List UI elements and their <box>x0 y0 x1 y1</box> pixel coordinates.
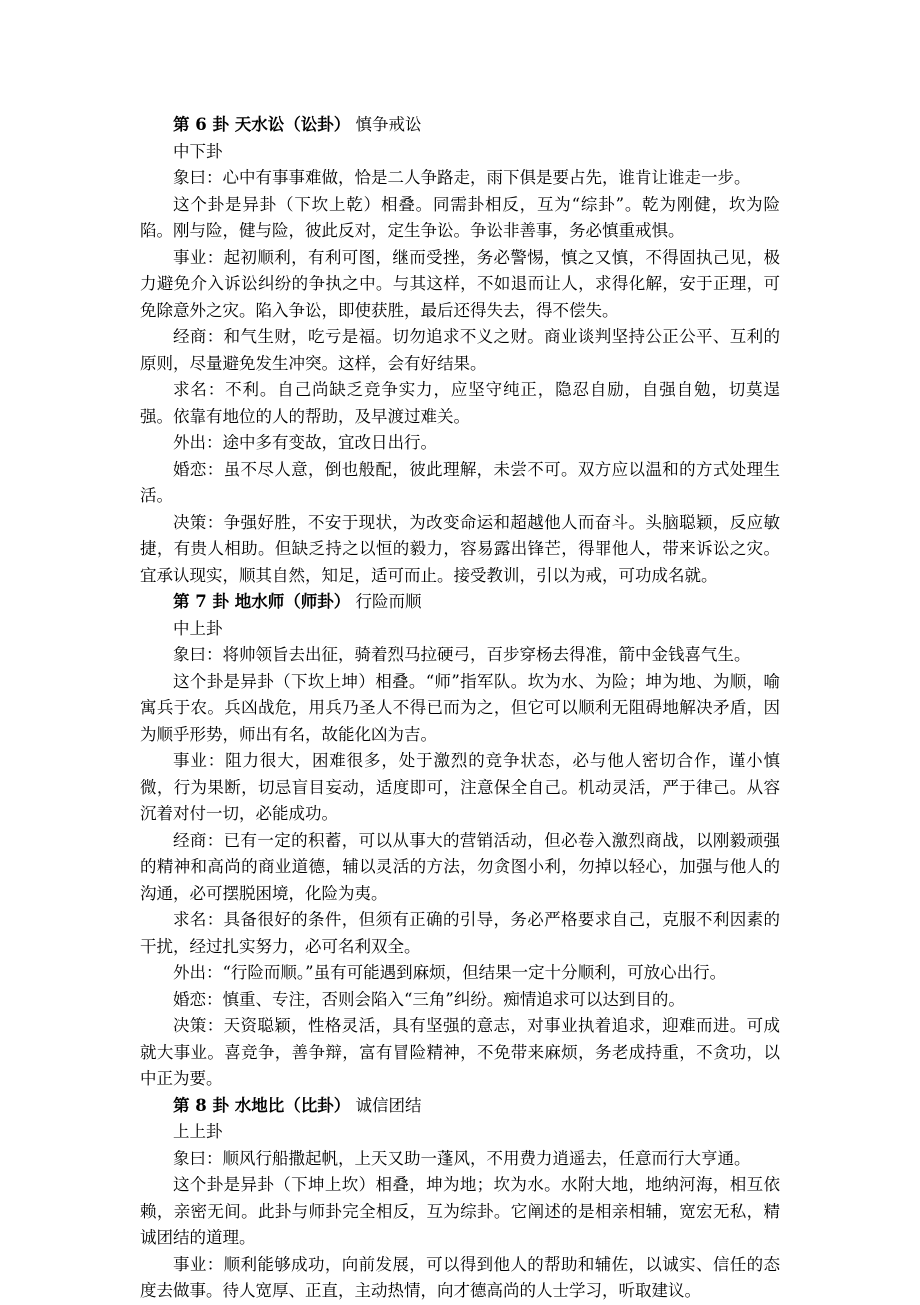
paragraph-explanation: 这个卦是异卦（下坎上坤）相叠。“师”指军队。坎为水、为险；坤为地、为顺，喻寓兵于农。兵凶战危，用兵乃圣人不得已而为之，但它可以顺利无阻碍地解决矛盾，因为顺乎形势，师出有名，故能化凶为吉。 <box>140 671 780 744</box>
hexagram-title: 第 6 卦 天水讼（讼卦） <box>173 115 351 134</box>
hexagram-heading <box>140 112 780 139</box>
hexagram-heading <box>140 1093 780 1120</box>
paragraph-business: 经商：已有一定的积蓄，可以从事大的营销活动，但必卷入激烈商战，以刚毅顽强的精神和高尚的商业道德，辅以灵活的方法，勿贪图小利，勿掉以轻心，加强与他人的沟通，必可摆脱困境，化险为夷。 <box>140 830 780 903</box>
hexagram-section-6 <box>140 112 780 589</box>
hexagram-grade: 上上卦 <box>173 1122 223 1141</box>
hexagram-section-7 <box>140 589 780 1093</box>
paragraph-romance: 婚恋：虽不尽人意，倒也般配，彼此理解，未尝不可。双方应以温和的方式处理生活。 <box>140 459 780 505</box>
hexagram-title: 第 8 卦 水地比（比卦） <box>173 1095 351 1115</box>
paragraph-career: 事业：顺利能够成功，向前发展，可以得到他人的帮助和辅佐，以诚实、信任的态度去做事。待人宽厚、正直，主动热情，向才德高尚的人士学习，听取建议。 <box>140 1254 780 1300</box>
paragraph-travel: 外出：途中多有变故，宜改日出行。 <box>173 433 437 452</box>
hexagram-title: 第 7 卦 地水师（师卦） <box>173 592 351 611</box>
paragraph-fame: 求名：具备很好的条件，但须有正确的引导，务必严格要求自己，克服不利因素的干扰，经过扎实努力，必可名利双全。 <box>140 910 780 956</box>
paragraph-xiang: 象曰：心中有事事难做，恰是二人争路走，雨下俱是要占先，谁肯让谁走一步。 <box>173 168 751 187</box>
paragraph-career: 事业：起初顺利，有利可图，继而受挫，务必警惕，慎之又慎，不得固执己见，极力避免介入诉讼纠纷的争执之中。与其这样，不如退而让人，求得化解，安于正理，可免除意外之灾。陷入争讼，即使获胜，最后还得失去，得不偿失。 <box>140 247 780 320</box>
paragraph-xiang: 象曰：将帅领旨去出征，骑着烈马拉硬弓，百步穿杨去得准，箭中金钱喜气生。 <box>173 645 751 664</box>
paragraph-travel: 外出：“行险而顺。”虽有可能遇到麻烦，但结果一定十分顺利，可放心出行。 <box>173 963 727 982</box>
paragraph-decision: 决策：天资聪颖，性格灵活，具有坚强的意志，对事业执着追求，迎难而进。可成就大事业。喜竞争，善争辩，富有冒险精神，不免带来麻烦，务老成持重，不贪功，以中正为要。 <box>140 1016 780 1088</box>
paragraph-xiang: 象曰：顺风行船撒起帆，上天又助一蓬风，不用费力逍遥去，任意而行大亨通。 <box>173 1148 751 1168</box>
hexagram-heading <box>140 589 780 616</box>
paragraph-romance: 婚恋：慎重、专注，否则会陷入“三角”纠纷。痴情追求可以达到目的。 <box>173 989 685 1009</box>
paragraph-decision: 决策：争强好胜，不安于现状，为改变命运和超越他人而奋斗。头脑聪颖，反应敏捷，有贵人相助。但缺乏持之以恒的毅力，容易露出锋芒，得罪他人，带来诉讼之灾。宜承认现实，顺其自然，知足，适可而止。接受教训，引以为戒，可功成名就。 <box>140 512 780 585</box>
paragraph-fame: 求名：不利。自己尚缺乏竞争实力，应坚守纯正，隐忍自励，自强自勉，切莫逞强。依靠有地位的人的帮助，及早渡过难关。 <box>140 380 780 426</box>
paragraph-explanation: 这个卦是异卦（下坎上乾）相叠。同需卦相反，互为“综卦”。乾为刚健，坎为险陷。刚与险，健与险，彼此反对，定生争讼。争讼非善事，务必慎重戒惧。 <box>140 194 780 240</box>
paragraph-career: 事业：阻力很大，困难很多，处于激烈的竞争状态，必与他人密切合作，谨小慎微，行为果断，切忌盲目妄动，适度即可，注意保全自己。机动灵活，严于律己。从容沉着对付一切，必能成功。 <box>140 751 780 823</box>
hexagram-grade: 中上卦 <box>173 618 223 638</box>
hexagram-motto: 行险而顺 <box>350 592 422 611</box>
hexagram-grade: 中下卦 <box>173 141 223 161</box>
paragraph-business: 经商：和气生财，吃亏是福。切勿追求不义之财。商业谈判坚持公正公平、互利的原则，尽量避免发生冲突。这样，会有好结果。 <box>140 327 780 373</box>
hexagram-motto: 慎争戒讼 <box>350 115 422 134</box>
paragraph-explanation: 这个卦是异卦（下坤上坎）相叠，坤为地；坎为水。水附大地，地纳河海，相互依赖，亲密无间。此卦与师卦完全相反，互为综卦。它阐述的是相亲相辅，宽宏无私，精诚团结的道理。 <box>140 1175 780 1247</box>
hexagram-motto: 诚信团结 <box>350 1095 422 1115</box>
hexagram-section-8 <box>140 1093 780 1305</box>
